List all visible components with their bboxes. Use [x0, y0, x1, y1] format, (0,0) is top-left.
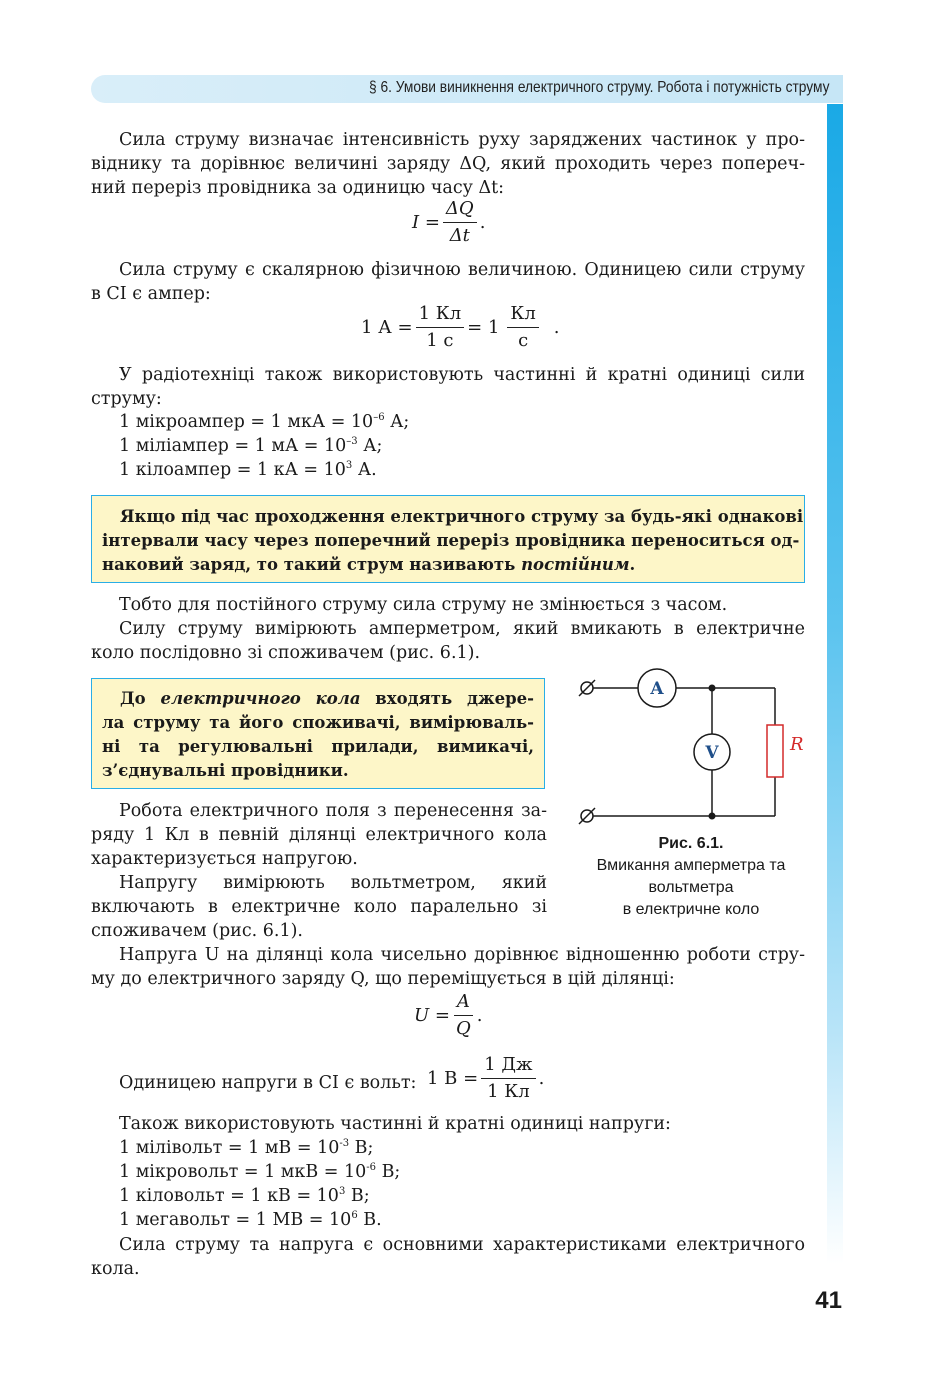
figure-caption: в електричне коло	[622, 901, 760, 918]
unit-text: 1 мікровольт = 1 мкВ = 10	[119, 1162, 367, 1182]
text-line: споживачем (рис. 6.1).	[91, 921, 303, 941]
text-line: Сила струму є скалярною фізичною величиною. Одиницею сили струму	[119, 260, 805, 280]
box-line: ла струму та його споживачі, вимірюваль-	[102, 713, 534, 732]
box-line	[92, 553, 804, 577]
term: постійним	[521, 555, 630, 574]
box-text: входять джере-	[360, 689, 535, 708]
unit-text: А.	[352, 460, 377, 480]
text-line: Напруга U на ділянці кола чисельно дорівнює відношенню роботи стру-	[119, 945, 805, 965]
exponent: 3	[338, 1186, 346, 1197]
junction-dot	[709, 813, 716, 820]
unit-line	[119, 434, 805, 458]
text-line: в СІ є ампер:	[91, 284, 211, 304]
fraction	[416, 303, 465, 352]
text-line: Робота електричного поля з перенесення за-	[119, 801, 547, 821]
formula-lhs: I =	[412, 212, 440, 233]
text-line: віднику та дорівнює величині заряду ΔQ, який проходить через попереч-	[91, 154, 805, 174]
text-line: характеризується напругою.	[91, 849, 358, 869]
box-line: з’єднувальні провідники.	[102, 761, 349, 780]
figure-caption: Вмикання амперметра та	[596, 857, 786, 874]
box-line: Якщо під час проходження електричного струму за будь-які однакові	[120, 507, 804, 526]
resistor-label: R	[790, 734, 804, 755]
exponent: -3	[339, 1138, 350, 1149]
text-line: Тобто для постійного струму сила струму не змінюється з часом.	[119, 595, 728, 615]
circuit-diagram	[562, 660, 820, 835]
formula-volt	[427, 1054, 544, 1103]
unit-text: 1 мікроампер = 1 мкА = 10	[119, 412, 374, 432]
denominator: 1 с	[426, 330, 454, 351]
formula-end: .	[476, 1005, 483, 1026]
formula-voltage	[414, 991, 482, 1040]
fraction	[443, 198, 477, 247]
section-title: § 6. Умови виникнення електричного струму. Робота і потужність струму	[368, 79, 829, 96]
box-text: До	[120, 689, 161, 708]
box-text: наковий заряд, то такий струм називають	[102, 555, 522, 574]
box-line: ні та регулювальні прилади, вимикачі,	[102, 737, 534, 756]
unit-line	[119, 458, 805, 482]
running-header	[91, 75, 843, 103]
exponent: 6	[351, 1210, 358, 1221]
formula-current	[412, 198, 485, 247]
unit-text: 1 кіловольт = 1 кВ = 10	[119, 1186, 339, 1206]
text-line: Силу струму вимірюють амперметром, який вмикають в електричне	[119, 619, 805, 639]
formula-lhs: 1 В =	[427, 1068, 479, 1089]
denominator: 1 Кл	[487, 1081, 530, 1102]
text-line: ний переріз провідника за одиницю часу Δt:	[91, 178, 505, 198]
unit-text: В;	[349, 1138, 374, 1158]
unit-text: В.	[357, 1210, 382, 1230]
ammeter-label: A	[650, 679, 664, 699]
text-line: ряду 1 Кл в певній ділянці електричного кола	[91, 825, 547, 845]
numerator: 1 Кл	[416, 303, 465, 328]
unit-line	[119, 1208, 805, 1232]
figure-caption-title: Рис. 6.1.	[658, 835, 724, 852]
resistor-symbol	[767, 725, 783, 777]
denominator: Δt	[449, 225, 470, 246]
formula-lhs: U =	[414, 1005, 450, 1026]
junction-dot	[709, 685, 716, 692]
text-line: струму:	[91, 389, 162, 409]
text-line: включають в електричне коло паралельно зі	[91, 897, 547, 917]
definition-box-circuit	[91, 678, 545, 789]
box-text: .	[629, 555, 636, 574]
unit-line	[119, 410, 805, 434]
exponent: –6	[373, 412, 385, 423]
text-line: Сила струму та напруга є основними характеристиками електричного	[119, 1235, 805, 1255]
numerator: 1 Дж	[481, 1054, 535, 1079]
unit-text: 1 кілоампер = 1 кА = 10	[119, 460, 346, 480]
voltmeter-label: V	[705, 743, 719, 763]
box-line: інтервали часу через поперечний переріз провідника переноситься од-	[102, 531, 800, 550]
numerator: A	[454, 991, 473, 1016]
text-line: Сила струму визначає інтенсивність руху заряджених частинок у про-	[119, 130, 805, 150]
unit-text: В;	[345, 1186, 370, 1206]
unit-line	[119, 1184, 805, 1208]
exponent: –3	[346, 436, 358, 447]
numerator: ΔQ	[443, 198, 477, 223]
formula-ampere	[361, 303, 560, 352]
formula-end: .	[479, 212, 486, 233]
text-line: Одиницею напруги в СІ є вольт:	[119, 1073, 417, 1093]
text-line: Також використовують частинні й кратні одиниці напруги:	[119, 1114, 671, 1134]
exponent: 3	[345, 460, 353, 471]
unit-text: 1 міліампер = 1 мА = 10	[119, 436, 347, 456]
fraction	[453, 991, 474, 1040]
numerator: Кл	[507, 303, 538, 328]
unit-line	[119, 1136, 805, 1160]
unit-text: 1 мілівольт = 1 мВ = 10	[119, 1138, 340, 1158]
unit-text: А;	[384, 412, 410, 432]
formula-end: .	[538, 1068, 545, 1089]
unit-text: В;	[376, 1162, 401, 1182]
unit-text: 1 мегавольт = 1 МВ = 10	[119, 1210, 352, 1230]
text-line: коло послідовно зі споживачем (рис. 6.1).	[91, 643, 481, 663]
unit-text: А;	[357, 436, 383, 456]
figure-caption: вольтметра	[648, 879, 734, 896]
box-line	[92, 687, 544, 711]
formula-lhs: 1 А =	[361, 317, 413, 338]
definition-box-direct-current	[91, 495, 805, 583]
text-line: кола.	[91, 1259, 140, 1279]
term: електричного кола	[160, 689, 361, 708]
page-number: 41	[815, 1287, 842, 1314]
fraction	[481, 1054, 535, 1103]
text-line: У радіотехніці також використовують частинні й кратні одиниці сили	[119, 365, 805, 385]
formula-end: .	[553, 317, 560, 338]
denominator: с	[518, 330, 529, 351]
text-line: му до електричного заряду Q, що переміщується в цій ділянці:	[91, 969, 675, 989]
unit-line	[119, 1160, 805, 1184]
formula-mid: = 1	[467, 317, 500, 338]
fraction	[507, 303, 538, 352]
side-stripe	[827, 104, 843, 1264]
exponent: -6	[366, 1162, 376, 1173]
denominator: Q	[455, 1018, 471, 1039]
text-line: Напругу вимірюють вольтметром, який	[119, 873, 547, 893]
